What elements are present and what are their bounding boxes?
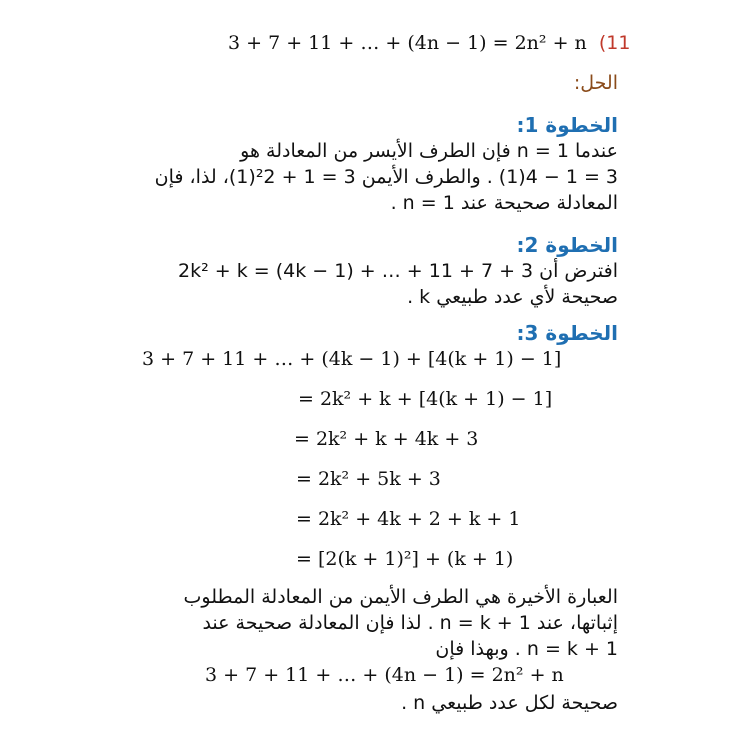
step3-row-0: 3 + 7 + 11 + … + (4k − 1) + [4(k + 1) − 1] [142,348,562,370]
conclusion-equation: 3 + 7 + 11 + … + (4n − 1) = 2n² + n [205,664,564,686]
step1-title: الخطوة 1: [516,113,618,137]
conclusion-line4: صحيحة لكل عدد طبيعي n . [401,692,618,714]
step1-line1: عندما n = 1 فإن الطرف الأيسر من المعادلة هو [240,140,618,162]
step2-line1: افترض أن 3 + 7 + 11 + … + (4k − 1) = 2k² + k [178,260,618,282]
solution-label: الحل: [573,72,618,94]
step2-title: الخطوة 2: [516,233,618,257]
conclusion-line2: إثباتها، عند n = k + 1 . لذا فإن المعادلة صحيحة عند [202,612,618,634]
step3-title: الخطوة 3: [516,321,618,345]
step2-line2: صحيحة لأي عدد طبيعي k . [407,286,618,308]
step3-row-2: = 2k² + k + 4k + 3 [294,428,479,450]
step3-row-1: = 2k² + k + [4(k + 1) − 1] [298,388,553,410]
problem-line [228,30,630,56]
step3-row-4: = 2k² + 4k + 2 + k + 1 [296,508,521,530]
problem-number: (11 [598,32,631,54]
problem-equation: 3 + 7 + 11 + … + (4n − 1) = 2n² + n [228,32,587,54]
conclusion-line3: n = k + 1 . وبهذا فإن [435,638,618,660]
conclusion-line1: العبارة الأخيرة هي الطرف الأيمن من المعادلة المطلوب [183,586,618,608]
step1-line2: 3 = 1 − 4(1) . والطرف الأيمن 3 = 1 + ²2(1)، لذا، فإن [154,166,618,188]
step3-row-5: = [2(k + 1)²] + (k + 1) [296,548,514,570]
step1-line3: المعادلة صحيحة عند n = 1 . [390,192,618,214]
step3-row-3: = 2k² + 5k + 3 [296,468,441,490]
